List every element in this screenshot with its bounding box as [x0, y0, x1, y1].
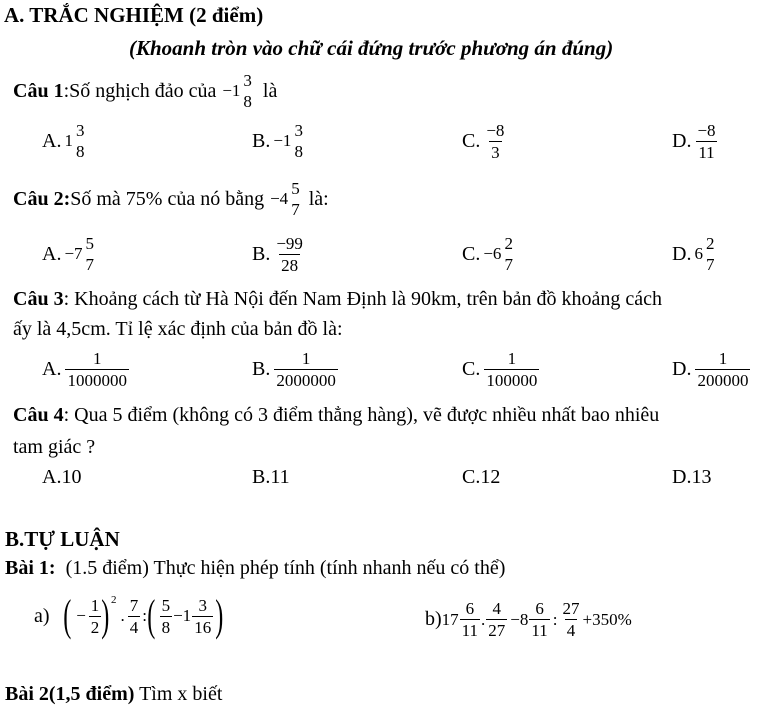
option-fraction [704, 235, 717, 273]
option-whole: 1 [64, 131, 73, 150]
q2-expr-fraction [289, 180, 302, 218]
option-value: 10 [61, 466, 82, 488]
right-paren: ) [215, 591, 224, 640]
fraction [160, 597, 173, 636]
minus-whole: −8 [510, 609, 529, 629]
q2-option-b[interactable] [252, 235, 306, 274]
numerator: 27 [562, 599, 580, 618]
question-2 [13, 180, 329, 218]
denominator: 7 [85, 255, 95, 274]
numerator: 1 [718, 349, 728, 368]
q1-option-d[interactable] [672, 122, 719, 161]
q3-option-a[interactable] [42, 350, 130, 389]
whole-17: 17 [441, 609, 459, 629]
numerator: −8 [697, 121, 716, 140]
option-whole: −6 [483, 244, 502, 263]
numerator: 2 [705, 234, 715, 253]
denominator: 100000 [486, 371, 538, 390]
q4-option-d[interactable] [672, 466, 711, 489]
numerator: 5 [291, 179, 300, 198]
section-a-instruction: (Khoanh tròn vào chữ cái đứng trước phương án đúng) [129, 36, 614, 60]
option-value: 11 [270, 466, 290, 488]
q2-option-d[interactable] [672, 235, 717, 273]
question-1-text: Số nghịch đảo của [69, 79, 217, 102]
question-3-text: Khoảng cách từ Hà Nội đến Nam Định là 90km, trên bản đồ khoảng cách [69, 288, 663, 310]
colon-operator: : [142, 606, 147, 625]
colon-operator: : [552, 609, 558, 629]
fraction [529, 600, 549, 639]
denominator: 11 [531, 621, 548, 640]
option-letter: A. [42, 242, 62, 265]
fraction [486, 600, 507, 639]
option-letter: A. [42, 358, 62, 380]
question-1-label: Câu 1 [13, 79, 64, 102]
question-3-line-2: ấy là 4,5cm. Tỉ lệ xác định của bản đồ là: [13, 318, 343, 340]
option-letter: B. [252, 243, 271, 265]
numerator: 6 [465, 599, 475, 618]
option-letter: C. [462, 130, 481, 152]
fraction [89, 597, 102, 636]
option-letter: D. [672, 358, 692, 380]
exponent: 2 [110, 594, 117, 606]
option-fraction [274, 350, 338, 389]
option-whole: −7 [64, 244, 83, 263]
numerator: 1 [507, 349, 517, 368]
minus-sign: − [76, 606, 86, 625]
question-1-text-after: là [262, 79, 278, 102]
bai-1-text: (1.5 điểm) Thực hiện phép tính (tính nhanh nếu có thể) [55, 557, 506, 579]
numerator: −99 [276, 234, 303, 253]
option-letter: C. [462, 466, 481, 488]
q3-option-c[interactable] [462, 350, 540, 389]
left-paren: ( [147, 591, 156, 640]
numerator: −8 [486, 121, 505, 140]
numerator: 6 [535, 599, 544, 618]
option-fraction [484, 122, 506, 161]
q4-option-a[interactable] [42, 466, 81, 489]
q2-expr-whole: −4 [270, 189, 289, 208]
option-fraction [484, 350, 539, 389]
option-fraction [695, 350, 750, 389]
fraction [561, 600, 582, 639]
q1-expr-fraction [241, 72, 254, 110]
option-letter: B. [252, 129, 271, 152]
denominator: 7 [504, 255, 513, 274]
question-1 [13, 72, 277, 110]
dot-operator: . [481, 609, 486, 629]
right-paren: ) [101, 591, 110, 640]
bai-1-label: Bài 1: [5, 557, 56, 579]
option-letter: D. [672, 130, 692, 152]
numerator: 3 [75, 121, 85, 140]
denominator: 28 [281, 256, 299, 275]
option-whole: 6 [694, 244, 703, 263]
part-b-label: b) [425, 608, 442, 630]
denominator: 3 [491, 143, 500, 162]
option-fraction [65, 350, 129, 389]
question-4-text: Qua 5 điểm (không có 3 điểm thẳng hàng), vẽ được nhiều nhất bao nhiêu [69, 404, 660, 426]
denominator: 8 [243, 92, 252, 111]
option-fraction [74, 122, 87, 160]
denominator: 27 [488, 621, 506, 640]
option-fraction [292, 122, 305, 160]
denominator: 11 [461, 621, 479, 640]
numerator: 7 [129, 595, 139, 615]
left-paren: ( [62, 591, 71, 640]
q3-option-d[interactable] [672, 350, 751, 389]
bai-1-part-a [34, 591, 224, 640]
option-letter: B. [252, 466, 271, 488]
denominator: 7 [705, 255, 715, 274]
question-3-line-1 [13, 288, 662, 311]
denominator: 1000000 [67, 371, 127, 390]
denominator: 8 [161, 617, 171, 637]
denominator: 7 [291, 200, 300, 219]
denominator: 8 [75, 142, 85, 161]
bai-1-heading [5, 557, 505, 580]
question-2-label: Câu 2: [13, 187, 71, 210]
q2-option-a[interactable] [42, 235, 97, 273]
numerator: 1 [90, 595, 100, 615]
question-4-sep: : [63, 404, 70, 426]
numerator: 3 [294, 121, 303, 140]
minus-whole: −1 [173, 606, 192, 625]
denominator: 8 [294, 142, 303, 161]
q1-option-c[interactable] [462, 122, 507, 161]
denominator: 11 [698, 143, 715, 162]
dot-operator: . [120, 606, 125, 625]
option-letter: D. [672, 466, 692, 488]
q4-option-b[interactable] [252, 466, 290, 489]
bai-1-part-b [425, 600, 632, 639]
option-letter: B. [252, 358, 271, 380]
option-letter: A. [42, 129, 62, 152]
numerator: 3 [198, 595, 207, 615]
numerator: 2 [504, 234, 513, 253]
option-value: 13 [691, 466, 712, 488]
q2-option-c[interactable] [462, 235, 516, 273]
denominator: 2 [90, 617, 100, 637]
numerator: 4 [492, 599, 502, 618]
denominator: 4 [129, 617, 139, 637]
question-3-sep: : [63, 288, 70, 310]
plus-percent: +350% [582, 609, 632, 629]
option-letter: C. [462, 358, 481, 380]
denominator: 2000000 [276, 371, 336, 390]
fraction [460, 600, 480, 639]
section-b-title: B.TỰ LUẬN [5, 527, 120, 551]
q1-option-b[interactable] [252, 122, 306, 160]
numerator: 5 [85, 234, 95, 253]
fraction [128, 597, 141, 636]
q3-option-b[interactable] [252, 350, 339, 389]
section-a-title: A. TRẮC NGHIỆM (2 điểm) [4, 3, 264, 27]
numerator: 3 [243, 71, 252, 90]
question-3-label: Câu 3 [13, 288, 64, 310]
q1-expr-whole: −1 [222, 81, 241, 100]
option-fraction [695, 122, 717, 161]
option-letter: D. [672, 242, 692, 265]
option-fraction [84, 235, 97, 273]
option-whole: −1 [273, 131, 292, 150]
fraction [192, 597, 213, 636]
question-4-label: Câu 4 [13, 404, 64, 426]
question-2-text-after: là: [308, 187, 329, 210]
bai-2-label: Bài 2(1,5 điểm) [5, 683, 135, 705]
option-fraction [502, 235, 515, 273]
q1-option-a[interactable] [42, 122, 87, 160]
numerator: 1 [301, 349, 311, 368]
question-1-sep: : [63, 79, 70, 102]
denominator: 4 [566, 621, 576, 640]
numerator: 1 [92, 349, 102, 368]
question-2-text: Số mà 75% của nó bằng [70, 187, 265, 210]
option-letter: A. [42, 466, 62, 488]
option-value: 12 [480, 466, 501, 488]
option-fraction [274, 235, 305, 274]
q4-option-c[interactable] [462, 466, 500, 489]
bai-2-text: Tìm x biết [134, 683, 223, 705]
denominator: 16 [194, 617, 212, 637]
bai-2-heading [5, 683, 222, 706]
numerator: 5 [161, 595, 171, 615]
question-4-line-1 [13, 404, 659, 427]
denominator: 200000 [697, 371, 749, 390]
question-4-line-2: tam giác ? [13, 436, 96, 458]
part-a-label: a) [34, 604, 50, 627]
option-letter: C. [462, 242, 481, 265]
